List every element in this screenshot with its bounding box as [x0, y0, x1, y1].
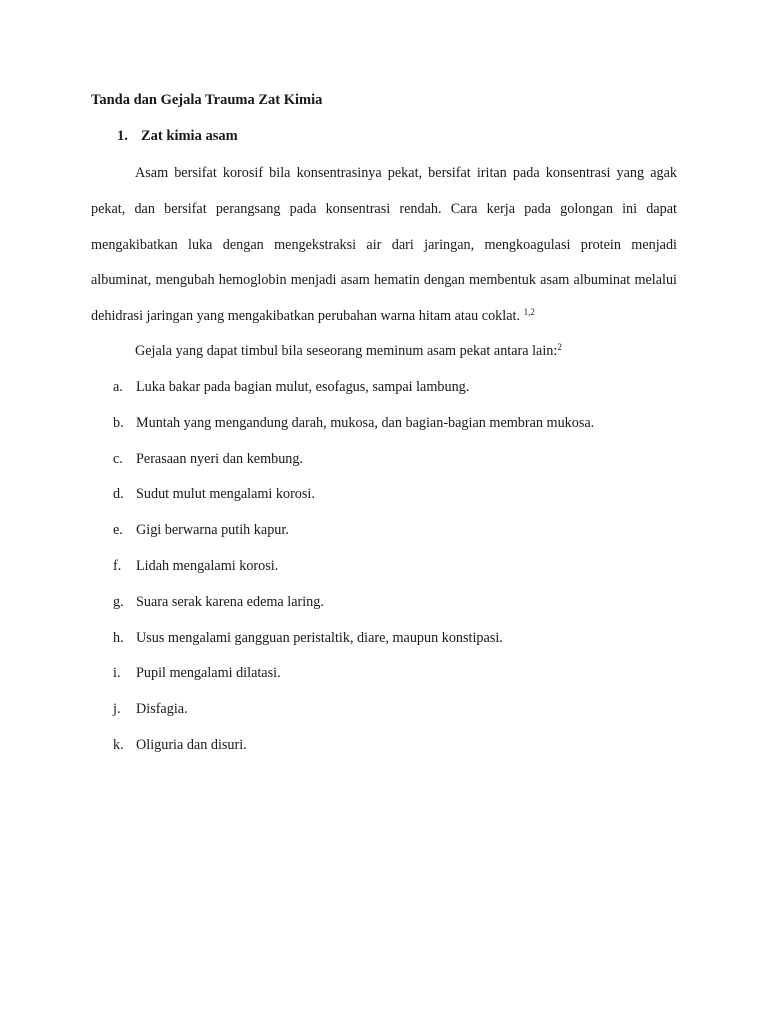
paragraph-acid-properties-text: Asam bersifat korosif bila konsentrasinya pekat, bersifat iritan pada konsentrasi yang agak pekat, dan bersifat perangsang pada konsentrasi rendah. Cara kerja pada golongan ini dapat mengakibatkan luka dengan mengekstraksi air dari jaringan, mengkoagulasi protein menjadi albuminat, mengubah hemoglobin menjadi asam hematin dengan membentuk asam albuminat melalui dehidrasi jaringan yang mengakibatkan perubahan warna hitam atau coklat. [91, 165, 677, 325]
list-item [0, 692, 768, 728]
section-number: 1. [117, 128, 128, 144]
list-item-text: Suara serak karena edema laring. [136, 593, 324, 610]
list-marker: a. [113, 379, 123, 395]
section-heading [117, 128, 238, 145]
list-item-text: Oliguria dan disuri. [136, 736, 247, 753]
list-marker: e. [113, 522, 123, 539]
list-item [0, 442, 768, 478]
list-item [0, 728, 768, 764]
symptom-list [0, 370, 768, 764]
list-item-text: Disfagia. [136, 701, 188, 718]
list-item-text: Sudut mulut mengalami korosi. [136, 486, 315, 503]
list-marker: h. [113, 629, 124, 646]
list-item-text: Muntah yang mengandung darah, mukosa, dan bagian-bagian membran mukosa. [136, 414, 595, 431]
list-item-text: Lidah mengalami korosi. [136, 557, 279, 574]
list-item [0, 513, 768, 549]
list-item-text: Pupil mengalami dilatasi. [136, 665, 281, 682]
list-item-text: Luka bakar pada bagian mulut, esofagus, sampai lambung. [136, 379, 470, 395]
paragraph-symptoms-intro [91, 334, 677, 370]
list-item-text: Gigi berwarna putih kapur. [136, 522, 289, 539]
list-marker: d. [113, 486, 124, 503]
list-item [0, 477, 768, 513]
list-item-text: Usus mengalami gangguan peristaltik, diare, maupun konstipasi. [136, 629, 503, 646]
section-heading-text: Zat kimia asam [141, 128, 238, 144]
list-item [0, 585, 768, 621]
document-title: Tanda dan Gejala Trauma Zat Kimia [91, 92, 323, 108]
list-item [0, 621, 768, 657]
list-marker: g. [113, 593, 124, 610]
list-marker: b. [113, 414, 124, 431]
paragraph-symptoms-intro-text: Gejala yang dapat timbul bila seseorang meminum asam pekat antara lain: [135, 343, 558, 359]
list-marker: c. [113, 450, 123, 467]
citation-superscript: 2 [557, 342, 562, 352]
list-marker: i. [113, 665, 121, 682]
citation-superscript: 1,2 [523, 307, 535, 318]
list-item [0, 549, 768, 585]
paragraph-acid-properties [91, 156, 677, 335]
list-marker: f. [113, 557, 122, 574]
list-marker: j. [113, 701, 121, 718]
list-item [0, 406, 768, 442]
list-item [0, 656, 768, 692]
list-marker: k. [113, 736, 124, 753]
list-item-text: Perasaan nyeri dan kembung. [136, 450, 304, 467]
list-item [0, 370, 768, 406]
